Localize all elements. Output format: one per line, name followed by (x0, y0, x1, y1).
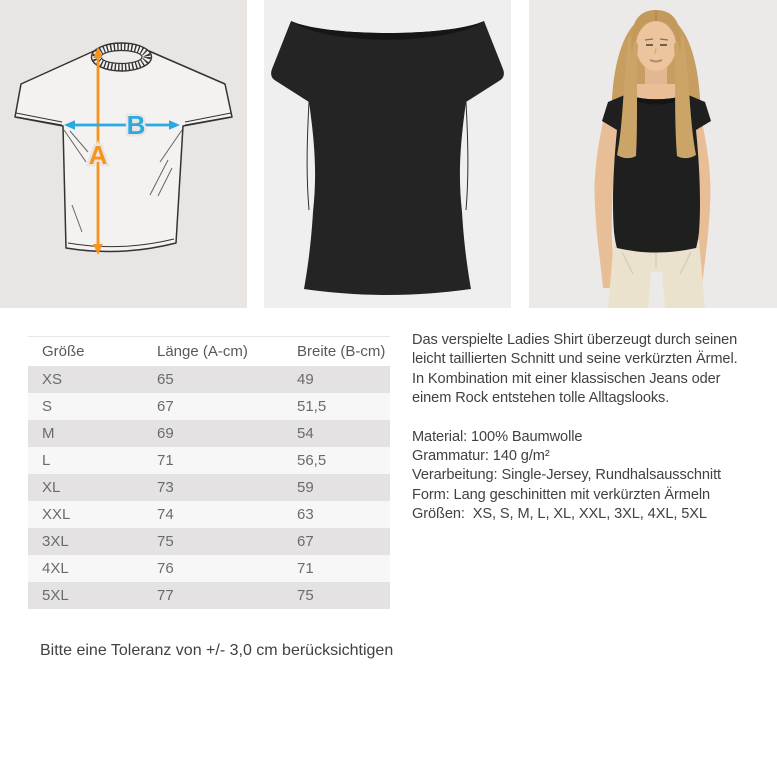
width-cell: 75 (297, 587, 314, 604)
table-row (28, 393, 390, 420)
size-cell: S (42, 398, 53, 415)
product-photo[interactable] (264, 0, 511, 308)
size-cell: L (42, 452, 51, 469)
size-cell: XL (42, 479, 61, 496)
spec-form: Form: Lang geschinitten mit verkürzten Ärmeln (412, 486, 711, 503)
length-cell: 65 (157, 371, 174, 388)
size-cell: XS (42, 371, 63, 388)
length-cell: 76 (157, 560, 174, 577)
column-header-length: Länge (A-cm) (143, 337, 283, 367)
model-photo[interactable] (529, 0, 777, 308)
width-cell: 67 (297, 533, 314, 550)
width-cell: 54 (297, 425, 314, 442)
size-cell: M (42, 425, 55, 442)
black-shirt-on-model (602, 94, 711, 253)
table-row (28, 501, 390, 528)
size-table (28, 336, 390, 609)
intro-line: Das verspielte Ladies Shirt überzeugt durch seinen (412, 332, 738, 348)
label-a: A (88, 140, 108, 170)
column-header-size: Größe (28, 337, 143, 367)
spec-material: Material: 100% Baumwolle (412, 428, 583, 445)
intro-line: einem Rock entstehen tolle Alltagslooks. (412, 390, 670, 407)
length-cell: 69 (157, 425, 174, 442)
width-cell: 51,5 (297, 398, 327, 415)
model-photo-illustration (529, 0, 777, 308)
length-cell: 74 (157, 506, 174, 523)
table-row (28, 366, 390, 393)
width-cell: 71 (297, 560, 314, 577)
length-cell: 71 (157, 452, 174, 469)
size-diagram-image[interactable] (0, 0, 247, 308)
paragraph-gap (412, 409, 772, 428)
face (636, 21, 676, 71)
intro-line: In Kombination mit einer klassischen Jeans oder (412, 370, 721, 387)
spec-grammatur: Grammatur: 140 g/m² (412, 448, 550, 465)
size-cell: XXL (42, 506, 71, 523)
table-row (28, 474, 390, 501)
width-cell: 49 (297, 371, 314, 388)
intro-line: leicht taillierten Schnitt und seine verkürzten Ärmel. (412, 351, 738, 368)
size-cell: 5XL (42, 587, 69, 604)
spec-groessen: Größen: XS, S, M, L, XL, XXL, 3XL, 4XL, 5XL (412, 506, 707, 523)
table-header-row (28, 337, 390, 367)
length-cell: 73 (157, 479, 174, 496)
width-cell: 56,5 (297, 452, 327, 469)
table-row (28, 582, 390, 609)
table-row (28, 447, 390, 474)
tshirt-measure-diagram (0, 0, 247, 308)
table-row (28, 420, 390, 447)
tolerance-note: Bitte eine Toleranz von +/- 3,0 cm berücksichtigen (40, 642, 394, 659)
product-description (412, 331, 772, 525)
width-cell: 63 (297, 506, 314, 523)
table-row (28, 555, 390, 582)
length-cell: 75 (157, 533, 174, 550)
black-shirt-photo (264, 0, 511, 308)
table-row (28, 528, 390, 555)
label-b: B (126, 110, 146, 140)
spec-verarbeitung: Verarbeitung: Single-Jersey, Rundhalsausschnitt (412, 467, 721, 484)
length-cell: 67 (157, 398, 174, 415)
length-cell: 77 (157, 587, 174, 604)
width-cell: 59 (297, 479, 314, 496)
size-cell: 3XL (42, 533, 69, 550)
size-cell: 4XL (42, 560, 69, 577)
column-header-width: Breite (B-cm) (283, 337, 390, 367)
